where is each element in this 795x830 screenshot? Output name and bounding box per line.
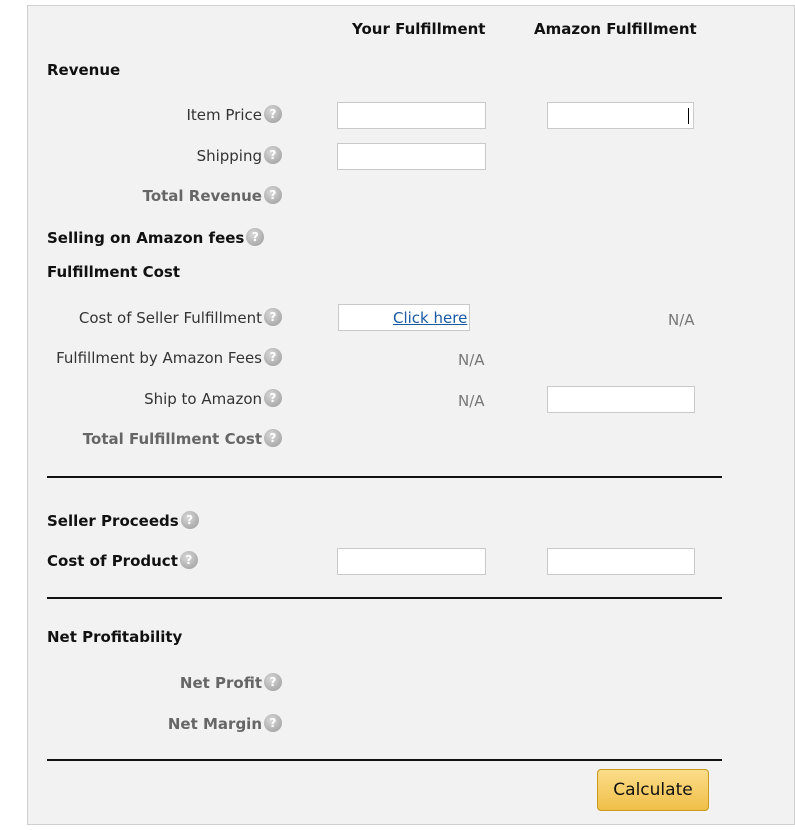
total-fulfillment-label: Total Fulfillment Cost bbox=[82, 430, 262, 448]
seller-fulfillment-label: Cost of Seller Fulfillment bbox=[78, 309, 262, 327]
help-icon[interactable] bbox=[264, 105, 282, 123]
net-profit-label: Net Profit bbox=[179, 674, 262, 692]
net-margin-row-label bbox=[168, 714, 282, 733]
cost-of-product-your-input[interactable] bbox=[337, 548, 486, 575]
cost-of-product-row bbox=[47, 551, 198, 570]
help-icon[interactable] bbox=[264, 146, 282, 164]
help-icon[interactable] bbox=[264, 389, 282, 407]
revenue-heading: Revenue bbox=[47, 61, 121, 79]
divider bbox=[47, 597, 722, 599]
divider bbox=[47, 476, 722, 478]
help-icon[interactable] bbox=[264, 429, 282, 447]
fulfillment-cost-heading: Fulfillment Cost bbox=[47, 263, 181, 281]
help-icon[interactable] bbox=[264, 186, 282, 204]
seller-fulfillment-row-label bbox=[79, 308, 282, 327]
item-price-row-label bbox=[186, 105, 282, 124]
fba-fees-row-label bbox=[56, 348, 282, 367]
ship-to-amazon-your-value: N/A bbox=[458, 392, 485, 410]
calculate-button[interactable]: Calculate bbox=[597, 769, 709, 811]
help-icon[interactable] bbox=[264, 673, 282, 691]
help-icon[interactable] bbox=[246, 228, 264, 246]
help-icon[interactable] bbox=[264, 308, 282, 326]
seller-fulfillment-box bbox=[338, 304, 470, 331]
net-profitability-heading: Net Profitability bbox=[47, 628, 183, 646]
shipping-label: Shipping bbox=[196, 147, 262, 165]
help-icon[interactable] bbox=[264, 348, 282, 366]
cost-of-product-label: Cost of Product bbox=[47, 552, 178, 570]
total-fulfillment-row-label bbox=[83, 429, 282, 448]
help-icon[interactable] bbox=[264, 714, 282, 732]
seller-proceeds-label: Seller Proceeds bbox=[47, 512, 179, 530]
net-margin-label: Net Margin bbox=[167, 715, 262, 733]
total-revenue-row-label bbox=[143, 186, 282, 205]
ship-to-amazon-amazon-input[interactable] bbox=[547, 386, 695, 413]
help-icon[interactable] bbox=[180, 551, 198, 569]
selling-fees-label: Selling on Amazon fees bbox=[47, 229, 245, 247]
fba-fees-label: Fulfillment by Amazon Fees bbox=[56, 349, 262, 367]
seller-fulfillment-amazon-value: N/A bbox=[668, 311, 695, 329]
fba-fees-your-value: N/A bbox=[458, 351, 485, 369]
item-price-label: Item Price bbox=[186, 106, 262, 124]
column-header-your-fulfillment: Your Fulfillment bbox=[352, 20, 486, 38]
total-revenue-label: Total Revenue bbox=[142, 187, 262, 205]
item-price-your-input[interactable] bbox=[337, 102, 486, 129]
ship-to-amazon-label: Ship to Amazon bbox=[144, 390, 262, 408]
net-profit-row-label bbox=[180, 673, 282, 692]
divider bbox=[47, 759, 722, 761]
shipping-your-input[interactable] bbox=[337, 143, 486, 170]
item-price-amazon-input[interactable] bbox=[547, 102, 694, 129]
help-icon[interactable] bbox=[181, 511, 199, 529]
column-header-amazon-fulfillment: Amazon Fulfillment bbox=[534, 20, 697, 38]
ship-to-amazon-row-label bbox=[144, 389, 282, 408]
selling-fees-row bbox=[47, 228, 264, 247]
text-caret bbox=[688, 108, 689, 124]
click-here-link[interactable]: Click here bbox=[393, 309, 468, 327]
seller-proceeds-row bbox=[47, 511, 199, 530]
cost-of-product-amazon-input[interactable] bbox=[547, 548, 695, 575]
shipping-row-label bbox=[197, 146, 282, 165]
